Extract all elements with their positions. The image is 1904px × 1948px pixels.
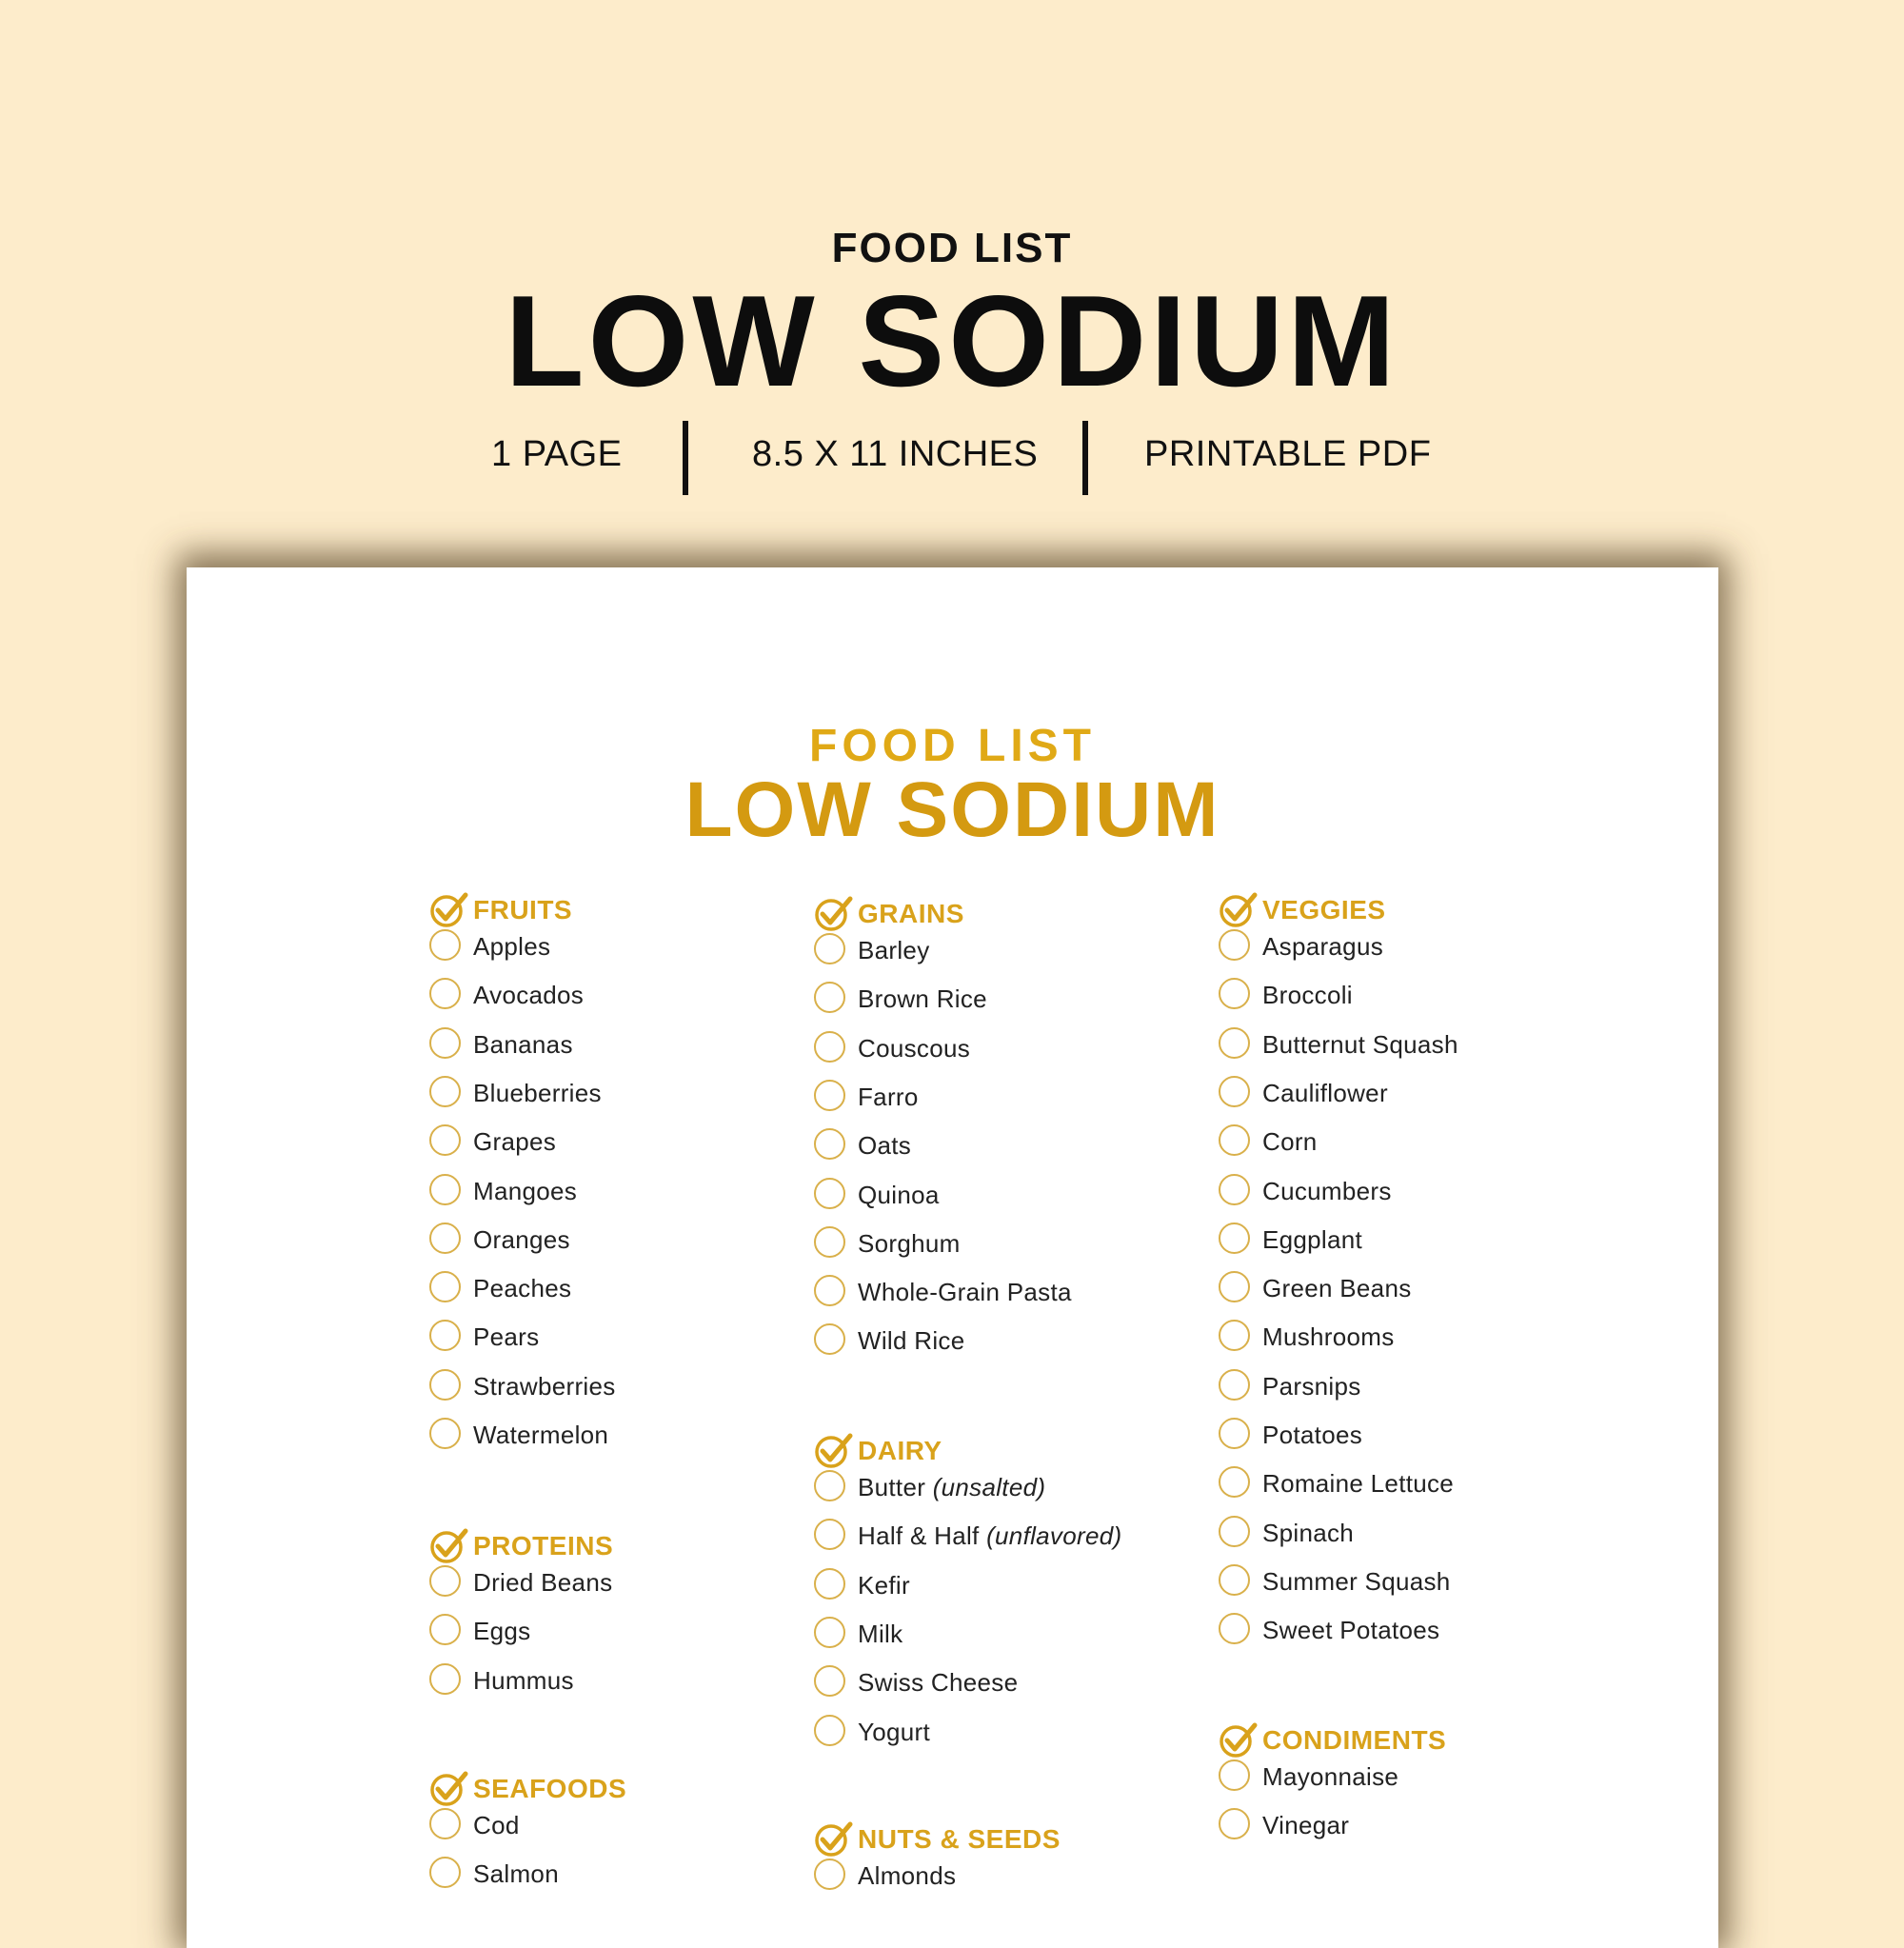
item-label: Apples <box>473 932 551 961</box>
document-subtitle: FOOD LIST <box>809 721 1096 771</box>
item-label: Eggplant <box>1262 1224 1363 1254</box>
item-label: Milk <box>858 1619 903 1648</box>
checkbox[interactable] <box>1219 1418 1250 1449</box>
item-label: Cod <box>473 1811 520 1839</box>
section-label: PROTEINS <box>473 1531 614 1560</box>
spec-format: PRINTABLE PDF <box>1144 434 1432 474</box>
checkbox[interactable] <box>814 1226 845 1258</box>
checkbox[interactable] <box>1219 978 1250 1009</box>
checkbox[interactable] <box>429 1418 461 1449</box>
item-qualifier: (unsalted) <box>925 1473 1046 1501</box>
checkbox[interactable] <box>429 929 461 961</box>
checkbox[interactable] <box>1219 1564 1250 1596</box>
item-label: Brown Rice <box>858 984 987 1014</box>
item-label: Quinoa <box>858 1180 940 1209</box>
checkbox[interactable] <box>814 1617 845 1648</box>
item-label: Oats <box>858 1131 912 1161</box>
section-label: GRAINS <box>858 899 964 928</box>
checkbox[interactable] <box>814 1470 845 1501</box>
checkmark-icon <box>429 891 469 929</box>
item-label: Asparagus <box>1262 932 1383 961</box>
item-label: Barley <box>858 936 930 964</box>
item-label: Vinegar <box>1262 1811 1350 1840</box>
item-qualifier: (unflavored) <box>979 1521 1122 1551</box>
checkmark-icon <box>429 1527 469 1565</box>
item-label: Peaches <box>473 1274 572 1303</box>
item-label: Pears <box>473 1322 540 1352</box>
section-label: FRUITS <box>473 895 573 924</box>
checkbox[interactable] <box>1219 1369 1250 1401</box>
item-label: Cucumbers <box>1262 1176 1392 1205</box>
checkbox[interactable] <box>1219 929 1250 961</box>
checkbox[interactable] <box>814 982 845 1013</box>
item-label: Parsnips <box>1262 1371 1361 1401</box>
checkmark-icon <box>1219 1721 1259 1759</box>
spec-divider <box>1082 421 1088 495</box>
checkbox[interactable] <box>429 1614 461 1645</box>
section-label: DAIRY <box>858 1436 942 1465</box>
checkbox[interactable] <box>1219 1222 1250 1254</box>
checkbox[interactable] <box>429 1076 461 1107</box>
checkbox[interactable] <box>429 1857 461 1888</box>
checkbox[interactable] <box>429 1663 461 1695</box>
checkbox[interactable] <box>429 1222 461 1254</box>
checkbox[interactable] <box>814 1859 845 1890</box>
checkbox[interactable] <box>814 1665 845 1697</box>
item-label: Eggs <box>473 1617 531 1646</box>
section-label: SEAFOODS <box>473 1774 627 1803</box>
spec-bar <box>0 417 1904 497</box>
item-label: Mayonnaise <box>1262 1762 1399 1791</box>
item-label: Strawberries <box>473 1371 616 1401</box>
item-label: Farro <box>858 1082 919 1111</box>
item-label: Potatoes <box>1262 1421 1363 1449</box>
checkbox[interactable] <box>1219 1124 1250 1156</box>
item-label: Whole-Grain Pasta <box>858 1278 1072 1307</box>
checkbox[interactable] <box>814 1275 845 1306</box>
checkbox[interactable] <box>1219 1759 1250 1791</box>
checkbox[interactable] <box>429 1320 461 1351</box>
checkbox[interactable] <box>1219 1466 1250 1498</box>
item-label: Watermelon <box>473 1421 609 1449</box>
item-label: Avocados <box>473 981 585 1010</box>
item-label: Blueberries <box>473 1078 602 1107</box>
item-label: Couscous <box>858 1033 971 1063</box>
checkbox[interactable] <box>1219 1027 1250 1059</box>
item-label: Kefir <box>858 1570 910 1600</box>
item-label: Butter (unsalted) <box>858 1473 1046 1501</box>
item-label: Half & Half (unflavored) <box>858 1521 1122 1551</box>
item-label: Broccoli <box>1262 981 1353 1010</box>
item-label: Grapes <box>473 1127 557 1157</box>
item-label: Green Beans <box>1262 1274 1412 1303</box>
item-label: Sorghum <box>858 1228 961 1258</box>
checkbox[interactable] <box>429 1027 461 1059</box>
checkbox[interactable] <box>1219 1613 1250 1644</box>
item-label: Salmon <box>473 1859 559 1889</box>
item-label: Wild Rice <box>858 1326 965 1356</box>
item-label: Cauliflower <box>1262 1078 1388 1107</box>
checkbox[interactable] <box>1219 1174 1250 1205</box>
header-subtitle: FOOD LIST <box>831 225 1073 271</box>
checkbox[interactable] <box>814 933 845 964</box>
spec-pages: 1 PAGE <box>491 434 623 474</box>
item-label: Summer Squash <box>1262 1566 1451 1596</box>
checkbox[interactable] <box>814 1128 845 1160</box>
item-label: Mangoes <box>473 1176 578 1205</box>
item-label: Sweet Potatoes <box>1262 1616 1440 1645</box>
checkbox[interactable] <box>429 1565 461 1597</box>
document-title: LOW SODIUM <box>684 766 1220 853</box>
checkmark-icon <box>814 1432 854 1470</box>
checkbox[interactable] <box>814 1715 845 1746</box>
item-label: Butternut Squash <box>1262 1029 1458 1059</box>
checkbox[interactable] <box>814 1031 845 1063</box>
checkbox[interactable] <box>814 1323 845 1355</box>
header-title: LOW SODIUM <box>505 268 1399 413</box>
section-label: CONDIMENTS <box>1262 1725 1447 1755</box>
checkbox[interactable] <box>1219 1271 1250 1302</box>
checkbox[interactable] <box>814 1080 845 1111</box>
checkmark-icon <box>814 895 854 933</box>
section-label: VEGGIES <box>1262 895 1386 924</box>
checkbox[interactable] <box>429 1271 461 1302</box>
checkbox[interactable] <box>814 1568 845 1600</box>
checkmark-icon <box>429 1770 469 1808</box>
item-label: Mushrooms <box>1262 1322 1395 1352</box>
checkbox[interactable] <box>429 1124 461 1156</box>
checkmark-icon <box>1219 891 1259 929</box>
item-label: Swiss Cheese <box>858 1668 1019 1698</box>
spec-size: 8.5 X 11 INCHES <box>752 434 1039 474</box>
item-label: Romaine Lettuce <box>1262 1469 1455 1499</box>
item-label: Dried Beans <box>473 1568 613 1597</box>
checkbox[interactable] <box>814 1519 845 1550</box>
document-page <box>187 567 1718 1948</box>
checkbox[interactable] <box>1219 1320 1250 1351</box>
item-label: Hummus <box>473 1665 574 1695</box>
section-label: NUTS & SEEDS <box>858 1824 1061 1854</box>
checkbox[interactable] <box>1219 1516 1250 1547</box>
checkbox[interactable] <box>429 1369 461 1401</box>
checkbox[interactable] <box>1219 1808 1250 1839</box>
checkmark-icon <box>814 1820 854 1859</box>
item-label: Almonds <box>858 1861 957 1890</box>
item-label: Oranges <box>473 1224 570 1254</box>
item-label: Corn <box>1262 1127 1318 1157</box>
item-label: Yogurt <box>858 1717 931 1746</box>
checkbox[interactable] <box>814 1178 845 1209</box>
checkbox[interactable] <box>429 1174 461 1205</box>
checkbox[interactable] <box>429 978 461 1009</box>
checkbox[interactable] <box>1219 1076 1250 1107</box>
checkbox[interactable] <box>429 1808 461 1839</box>
spec-divider <box>683 421 688 495</box>
item-label: Spinach <box>1262 1518 1355 1547</box>
item-label: Bananas <box>473 1029 573 1059</box>
